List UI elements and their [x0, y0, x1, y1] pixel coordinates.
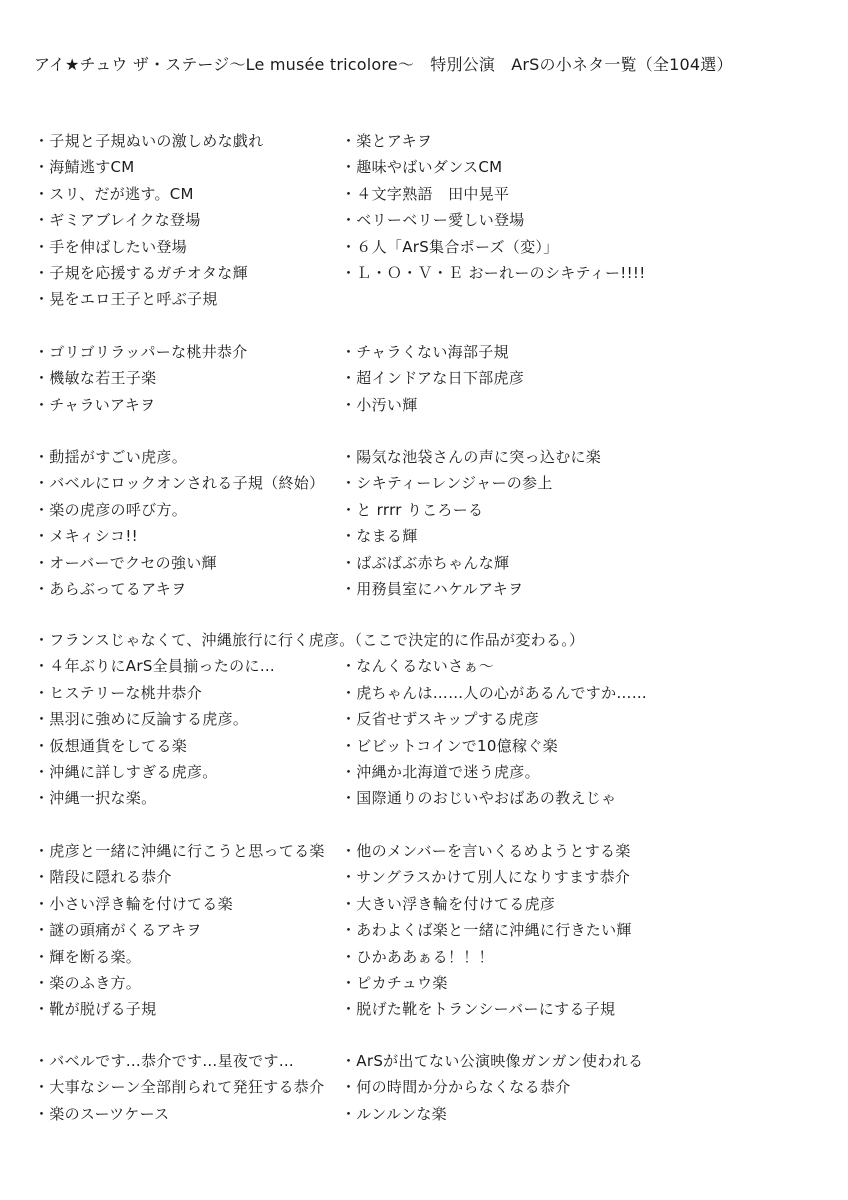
list-item-left: ・楽の虎彦の呼び方。 [34, 501, 188, 519]
list-item-left: ・楽のスーツケース [34, 1105, 170, 1123]
list-item-right: ・ルンルンな楽 [341, 1105, 447, 1123]
list-item-left: ・ヒステリーな桃井恭介 [34, 684, 203, 702]
list-item-right: ・国際通りのおじいやおばあの教えじゃ [341, 789, 617, 807]
list-item-right: ・なんくるないさぁ〜 [341, 657, 495, 675]
list-item-right: ・シキティーレンジャーの参上 [341, 474, 553, 492]
list-item-right: ・用務員室にハケルアキヲ [341, 580, 524, 598]
list-item-right: ・Ｌ・Ｏ・Ｖ・Ｅ おーれーのシキティー!!!! [341, 264, 646, 282]
list-item-right: ・ベリーベリー愛しい登場 [341, 211, 525, 229]
list-item-right: ・ビビットコインで10億稼ぐ楽 [341, 737, 558, 755]
list-item-left: ・階段に隠れる恭介 [34, 868, 172, 886]
list-item-left: ・晃をエロ王子と呼ぶ子規 [34, 290, 218, 308]
list-item-left: ・謎の頭痛がくるアキヲ [34, 921, 202, 939]
list-item-left: ・子規と子規ぬいの激しめな戯れ [34, 132, 264, 150]
list-item-left: ・メキィシコ!! [34, 527, 138, 545]
list-item-right: ・沖縄か北海道で迷う虎彦。 [341, 763, 540, 781]
list-item-right: ・小汚い輝 [341, 396, 418, 414]
list-item-right: ・６人「ArS集合ポーズ（変）」 [341, 238, 559, 256]
list-item-left: ・輝を断る楽。 [34, 948, 142, 966]
list-item-left: ・靴が脱げる子規 [34, 1000, 157, 1018]
list-item-right: ・大きい浮き輪を付けてる虎彦 [341, 895, 556, 913]
list-item-left: ・子規を応援するガチオタな輝 [34, 264, 248, 282]
list-item-full: ・フランスじゃなくて、沖縄旅行に行く虎彦。（ここで決定的に作品が変わる。） [34, 631, 585, 649]
list-item-left: ・手を伸ばしたい登場 [34, 238, 188, 256]
list-item-right: ・何の時間か分からなくなる恭介 [341, 1078, 571, 1096]
list-item-left: ・スリ、だが逃す。CM [34, 185, 194, 203]
list-item-right: ・あわよくば楽と一緒に沖縄に行きたい輝 [341, 921, 632, 939]
list-item-left: ・ギミアブレイクな登場 [34, 211, 201, 229]
list-item-left: ・沖縄一択な楽。 [34, 789, 157, 807]
document-title: アイ★チュウ ザ・ステージ〜Le musée tricolore〜 特別公演 ArSの小ネタ一覧（全104選） [34, 55, 733, 74]
list-item-left: ・楽のふき方。 [34, 974, 142, 992]
list-item-right: ・脱げた靴をトランシーバーにする子規 [341, 1000, 616, 1018]
list-item-left: ・あらぶってるアキヲ [34, 580, 187, 598]
list-item-left: ・ゴリゴリラッパーな桃井恭介 [34, 343, 248, 361]
list-item-left: ・動揺がすごい虎彦。 [34, 448, 188, 466]
list-item-left: ・バベルにロックオンされる子規（終始） [34, 474, 325, 492]
list-item-right: ・他のメンバーを言いくるめようとする楽 [341, 842, 631, 860]
list-item-right: ・チャラくない海部子規 [341, 343, 509, 361]
list-item-left: ・機敏な若王子楽 [34, 369, 157, 387]
list-item-right: ・ArSが出てない公演映像ガンガン使われる [341, 1052, 644, 1070]
list-item-left: ・虎彦と一緒に沖縄に行こうと思ってる楽 [34, 842, 325, 860]
list-item-right: ・虎ちゃんは……人の心があるんですか…… [341, 684, 648, 702]
list-item-left: ・４年ぶりにArS全員揃ったのに… [34, 657, 276, 675]
list-item-right: ・と rrrr りころーる [341, 501, 484, 519]
list-item-left: ・大事なシーン全部削られて発狂する恭介 [34, 1078, 325, 1096]
list-item-right: ・ひかああぁる！！！ [341, 948, 494, 966]
list-item-left: ・オーバーでクセの強い輝 [34, 554, 217, 572]
list-item-right: ・ばぶばぶ赤ちゃんな輝 [341, 554, 510, 572]
list-item-left: ・黒羽に強めに反論する虎彦。 [34, 710, 249, 728]
list-item-right: ・４文字熟語 田中晃平 [341, 185, 510, 203]
list-item-left: ・仮想通貨をしてる楽 [34, 737, 188, 755]
list-item-right: ・超インドアな日下部虎彦 [341, 369, 525, 387]
list-item-left: ・チャラいアキヲ [34, 396, 156, 414]
list-item-left: ・海鯖逃すCM [34, 158, 135, 176]
list-item-right: ・趣味やばいダンスCM [341, 158, 503, 176]
list-item-right: ・なまる輝 [341, 527, 418, 545]
list-item-right: ・反省せずスキップする虎彦 [341, 710, 540, 728]
list-item-right: ・陽気な池袋さんの声に突っ込むに楽 [341, 448, 602, 466]
list-item-right: ・ピカチュウ楽 [341, 974, 448, 992]
list-item-left: ・沖縄に詳しすぎる虎彦。 [34, 763, 218, 781]
list-item-right: ・サングラスかけて別人になりすます恭介 [341, 868, 631, 886]
list-item-right: ・楽とアキヲ [341, 132, 433, 150]
list-item-left: ・小さい浮き輪を付けてる楽 [34, 895, 233, 913]
list-item-left: ・バベルです…恭介です…星夜です… [34, 1052, 295, 1070]
